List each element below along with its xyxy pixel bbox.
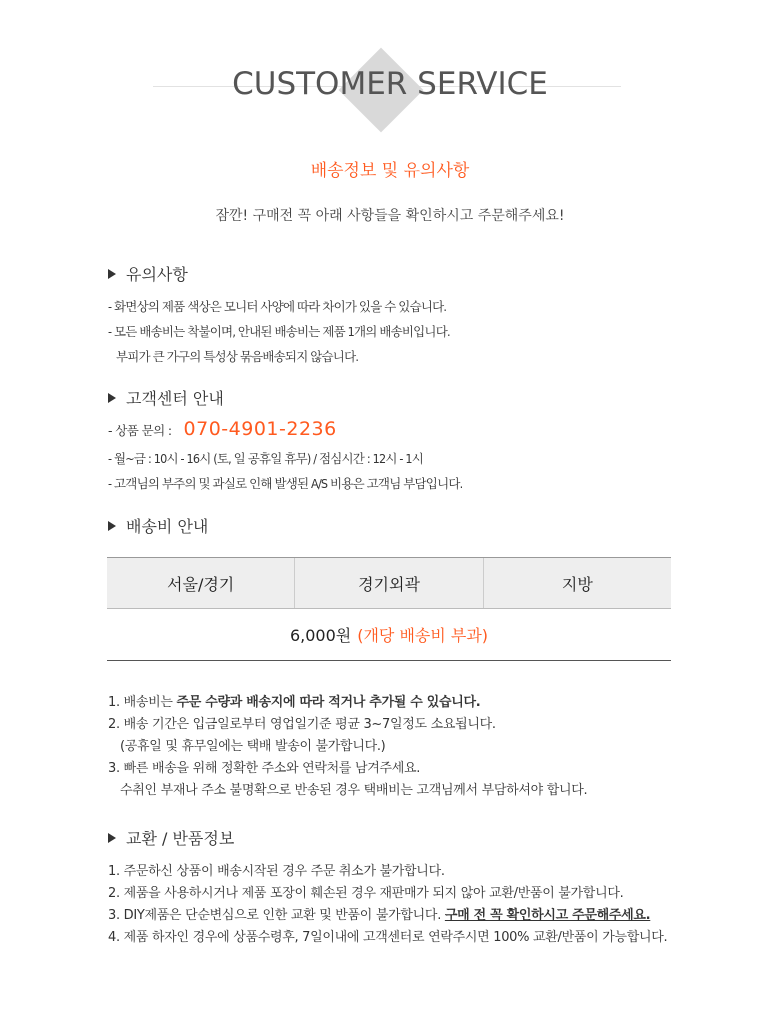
exchange-heading xyxy=(108,826,234,849)
phone-label: - 상품 문의 : xyxy=(108,423,172,438)
triangle-bullet-icon xyxy=(108,269,116,279)
list-item: 3. 빠른 배송을 위해 정확한 주소와 연락처를 남겨주세요. xyxy=(108,761,421,776)
shipping-fee: 6,000원 xyxy=(289,626,352,645)
shipping-heading-label: 배송비 안내 xyxy=(126,517,209,536)
notice-line-wrapper xyxy=(108,347,358,365)
notice-line: 부피가 큰 가구의 특성상 묶음배송되지 않습니다. xyxy=(116,349,359,364)
notice-line: - 화면상의 제품 색상은 모니터 사양에 따라 차이가 있을 수 있습니다. xyxy=(108,299,447,314)
shipping-notes xyxy=(108,692,587,802)
shipping-fee-note: (개당 배송비 부과) xyxy=(357,626,489,645)
phone-row xyxy=(108,418,337,440)
notice-heading-label: 유의사항 xyxy=(126,265,188,284)
note-text: 1. 배송비는 xyxy=(108,695,177,710)
list-item xyxy=(108,905,667,927)
list-item: 4. 제품 하자인 경우에 상품수령후, 7일이내에 고객센터로 연락주시면 100% 교환/반품이 가능합니다. xyxy=(108,930,668,945)
note-emphasis: 주문 수량과 배송지에 따라 적거나 추가될 수 있습니다. xyxy=(176,695,481,710)
list-item xyxy=(108,692,587,714)
list-item: 2. 제품을 사용하시거나 제품 포장이 훼손된 경우 재판매가 되지 않아 교환/반품이 불가합니다. xyxy=(108,886,624,901)
note-text: 3. DIY제품은 단순변심으로 인한 교환 및 반품이 불가합니다. xyxy=(108,908,445,923)
page-title: CUSTOMER SERVICE xyxy=(232,66,548,102)
notice-heading xyxy=(108,262,188,285)
table-header-cell: 경기외곽 xyxy=(295,558,483,608)
section-subtitle: 배송정보 및 유의사항 xyxy=(310,161,470,181)
exchange-notes xyxy=(108,861,667,949)
note-emphasis: 구매 전 꼭 확인하시고 주문해주세요. xyxy=(444,908,651,923)
shipping-fee-table xyxy=(107,557,671,661)
table-header-row xyxy=(107,557,671,609)
list-item: 1. 주문하신 상품이 배송시작된 경우 주문 취소가 불가합니다. xyxy=(108,864,445,879)
table-header-cell: 지방 xyxy=(561,574,593,594)
shipping-heading xyxy=(108,514,208,537)
table-header-cell: 서울/경기 xyxy=(107,558,295,608)
list-item: 수취인 부재나 주소 불명확으로 반송된 경우 택배비는 고객님께서 부담하셔야 합니다. xyxy=(120,783,588,798)
business-hours: - 월~금 : 10시 - 16시 (토, 일 공휴일 휴무) / 점심시간 : 12시 - 1시 xyxy=(108,451,424,466)
cs-heading-label: 고객센터 안내 xyxy=(126,389,224,408)
as-cost-note: - 고객님의 부주의 및 과실로 인해 발생된 A/S 비용은 고객님 부담입니다. xyxy=(108,476,463,491)
cs-heading xyxy=(108,386,224,409)
exchange-heading-label: 교환 / 반품정보 xyxy=(126,829,235,848)
notice-line: - 모든 배송비는 착불이며, 안내된 배송비는 제품 1개의 배송비입니다. xyxy=(108,324,450,339)
triangle-bullet-icon xyxy=(108,833,116,843)
phone-number[interactable]: 070-4901-2236 xyxy=(183,418,337,440)
list-item: 2. 배송 기간은 입금일로부터 영업일기준 평균 3~7일정도 소요됩니다. xyxy=(108,717,496,732)
intro-text: 잠깐! 구매전 꼭 아래 사항들을 확인하시고 주문해주세요! xyxy=(215,208,565,224)
page-header xyxy=(0,0,780,140)
list-item: (공휴일 및 휴무일에는 택배 발송이 불가합니다.) xyxy=(120,739,386,754)
table-row xyxy=(107,609,671,661)
triangle-bullet-icon xyxy=(108,393,116,403)
triangle-bullet-icon xyxy=(108,521,116,531)
